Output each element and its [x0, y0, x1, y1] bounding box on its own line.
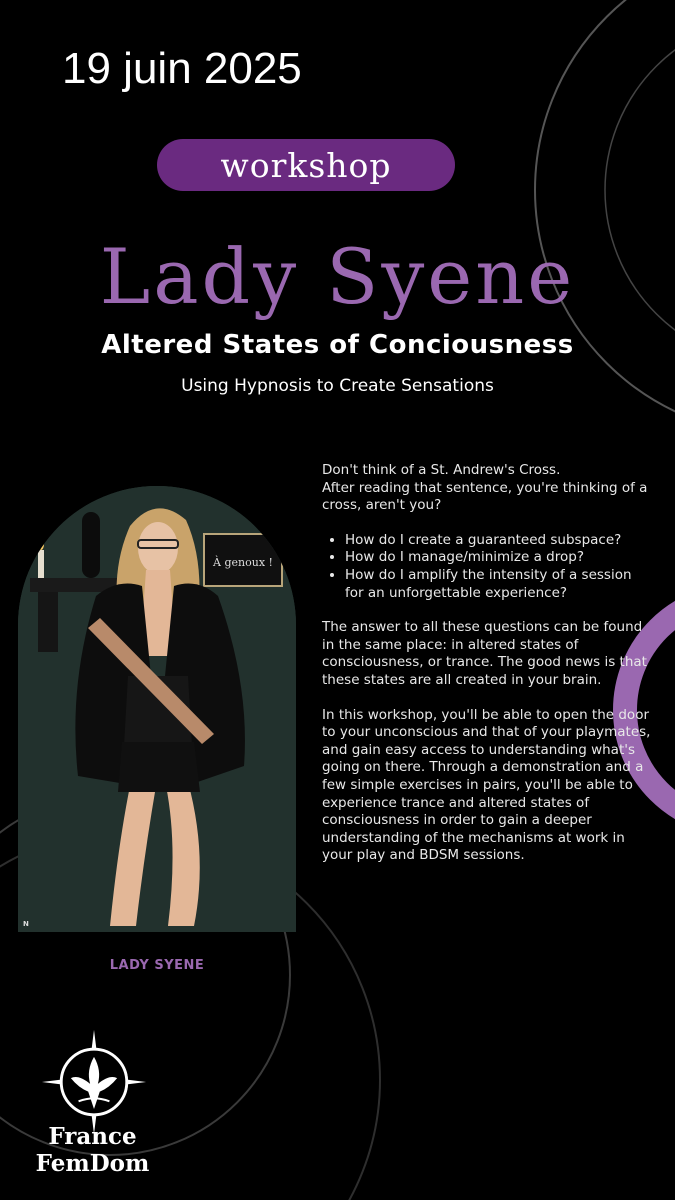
description-paragraph: In this workshop, you'll be able to open the door to your unconscious and that of your playmates, and gain easy access to understanding what's going on there. Through a demonstration and a few simple exercises in pairs, you'll be able to experience trance and altered states of consciousness in order to gain a deeper understanding of the mechanisms at work in your play and BDSM sessions. [322, 706, 651, 864]
event-type-badge [157, 139, 455, 191]
question-item: • How do I manage/minimize a drop? [345, 549, 652, 567]
photographer-mark: N [23, 920, 29, 928]
photo-caption: LADY SYENE [109, 958, 205, 973]
question-item: • How do I amplify the intensity of a session for an unforgettable experience? [345, 567, 652, 602]
question-list [322, 532, 652, 602]
event-type-label: workshop [220, 145, 392, 185]
intro-line: Don't think of a St. Andrew's Cross. [322, 462, 561, 478]
sign-text: À genoux ! [213, 556, 273, 569]
france-femdom-logo-icon [40, 1028, 148, 1136]
presenter-name: Lady Syene [99, 232, 576, 321]
workshop-title: Altered States of Conciousness [101, 330, 574, 360]
question-item: • How do I create a guaranteed subspace? [345, 532, 652, 550]
workshop-description [322, 462, 652, 865]
brand-name-line-2: FemDom [35, 1150, 150, 1177]
presenter-photo [18, 486, 296, 932]
event-date: 19 juin 2025 [62, 44, 302, 93]
intro-line: After reading that sentence, you're thinking of a cross, aren't you? [322, 479, 648, 514]
description-paragraph: The answer to all these questions can be found in the same place: in altered states of consciousness, or trance. The good news is that these states are all created in your brain. [322, 619, 647, 688]
workshop-subtitle: Using Hypnosis to Create Sensations [181, 376, 494, 396]
brand-name-line-1: France [48, 1123, 137, 1150]
